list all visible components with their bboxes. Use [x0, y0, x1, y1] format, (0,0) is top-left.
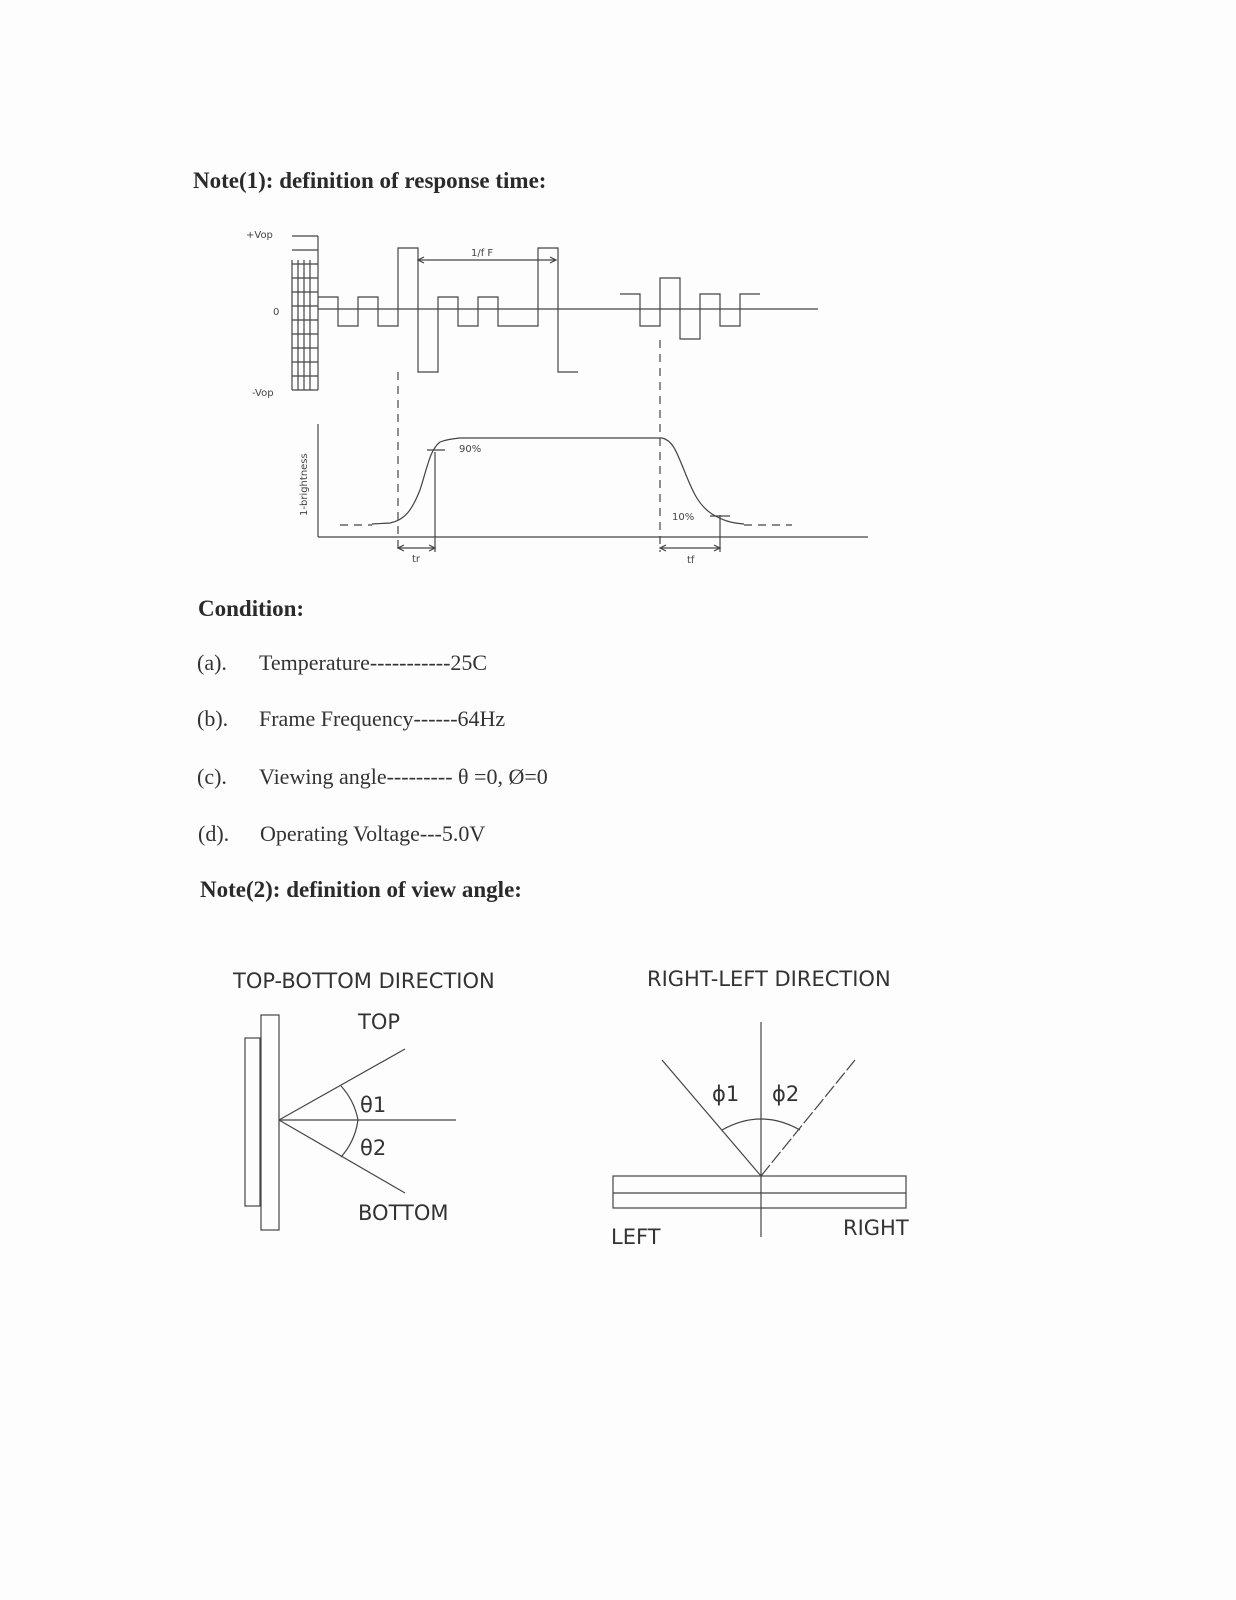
minus-vop-label: -Vop [252, 388, 274, 399]
plus-vop-label: +Vop [246, 230, 273, 241]
condition-item-label: (a). [197, 650, 227, 675]
bottom-label: BOTTOM [358, 1201, 449, 1225]
panel-back [245, 1038, 260, 1206]
note2-heading: Note(2): definition of view angle: [200, 877, 522, 902]
ten-percent-label: 10% [672, 512, 695, 523]
right-label: RIGHT [843, 1216, 909, 1240]
theta1-label: θ1 [360, 1093, 387, 1117]
panel-edge [613, 1176, 906, 1208]
condition-item-d [198, 821, 485, 847]
top-bottom-title: TOP-BOTTOM DIRECTION [233, 969, 495, 993]
note1-heading: Note(1): definition of response time: [193, 168, 547, 193]
tf-label: tf [687, 555, 695, 566]
condition-heading: Condition: [198, 596, 305, 621]
condition-item-b [197, 706, 505, 732]
theta2-label: θ2 [360, 1136, 387, 1160]
condition-item-text: Viewing angle--------- θ =0, Ø=0 [259, 764, 548, 789]
condition-item-text: Frame Frequency------64Hz [259, 706, 506, 731]
brightness-label: 1-brightness [299, 453, 310, 516]
tr-label: tr [412, 554, 421, 565]
theta2-arc [341, 1120, 358, 1157]
right-left-title: RIGHT-LEFT DIRECTION [647, 967, 891, 991]
condition-item-a [197, 650, 487, 676]
drive-waveform [318, 248, 578, 372]
right-left-diagram [613, 1022, 906, 1237]
left-label: LEFT [611, 1225, 661, 1249]
left-ray [662, 1060, 761, 1176]
zero-label: 0 [273, 307, 280, 318]
condition-item-label: (c). [197, 764, 227, 789]
top-bottom-diagram [245, 1015, 456, 1230]
condition-item-text: Operating Voltage---5.0V [260, 821, 486, 846]
condition-item-label: (d). [198, 821, 230, 846]
condition-item-c [197, 764, 548, 790]
voltage-scale-ticks [292, 236, 318, 390]
right-ray [761, 1060, 855, 1176]
phi1-label: ϕ1 [712, 1082, 740, 1106]
panel-front [261, 1015, 279, 1230]
theta1-arc [341, 1086, 358, 1120]
condition-item-label: (b). [197, 706, 229, 731]
ninety-percent-label: 90% [459, 444, 482, 455]
condition-item-text: Temperature-----------25C [259, 650, 488, 675]
phi2-label: ϕ2 [772, 1082, 800, 1106]
top-label: TOP [358, 1010, 401, 1034]
period-label: 1/f F [471, 248, 494, 259]
